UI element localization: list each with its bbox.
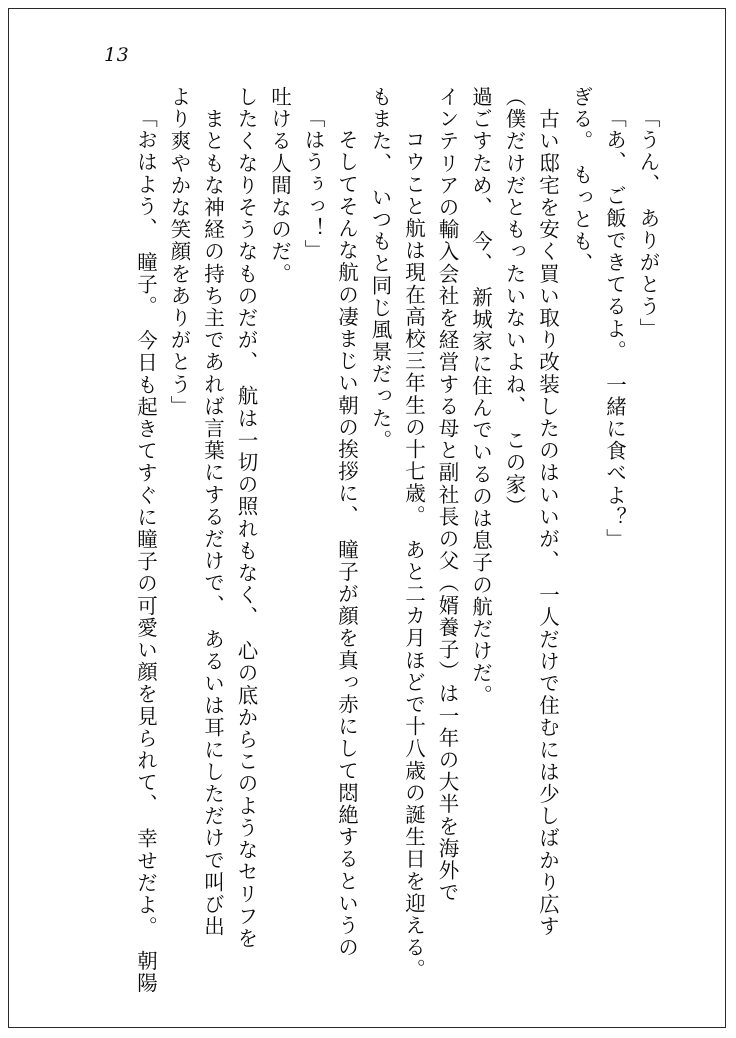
text-column: 「あ、 ご飯できてるよ。 一緒に食べよ？」	[602, 107, 627, 551]
text-column: もまた、 いつもと同じ風景だった。	[368, 86, 392, 452]
text-column: インテリアの輸入会社を経営する母と副社長の父（婿養子）は一年の大半を海外で	[435, 86, 459, 904]
text-column: そしてそんな航の凄まじい朝の挨拶に、 瞳子が顔を真っ赤にして悶絶するというの	[334, 107, 359, 959]
text-column: コウこと航は現在高校三年生の十七歳。 あと二カ月ほどで十八歳の誕生日を迎える。	[401, 107, 426, 981]
text-column: 「はうぅっ！」	[301, 107, 325, 262]
text-column: まともな神経の持ち主であれば言葉にするだけで、 あるいは耳にしただけで叫び出	[200, 86, 225, 938]
text-column: 「おはよう、 瞳子。 今日も起きてすぐに瞳子の可愛い顔を見られて、 幸せだよ。 朝陽	[133, 107, 158, 995]
text-column: 古い邸宅を安く買い取り改装したのはいいが、 一人だけで住むには少しばかり広す	[535, 86, 560, 938]
text-column: より爽やかな笑顔をありがとう」	[167, 86, 191, 418]
body-text-block	[122, 86, 660, 995]
text-column: 過ごすため、 今、 新城家に住んでいるのは息子の航だけだ。	[468, 86, 493, 707]
text-column: 「うん、 ありがとう」	[636, 107, 660, 340]
text-column: （僕だけだともったいないよね、 この家）	[502, 86, 526, 518]
text-column: 吐ける人間なのだ。	[267, 86, 292, 285]
text-column: したくなりそうなものだが、 航は一切の照れもなく、 心の底からこのようなセリフを	[234, 86, 258, 950]
text-column: ぎる。 もっとも、	[569, 86, 593, 275]
page-number: 13	[104, 44, 130, 66]
